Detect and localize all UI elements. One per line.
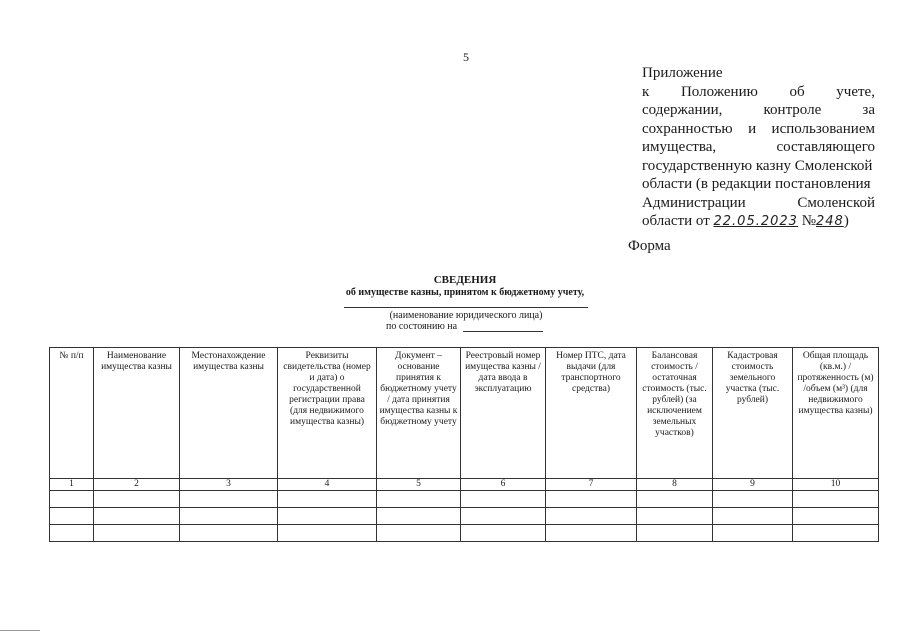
entity-caption: (наименование юридического лица) — [389, 310, 543, 321]
appendix-word: Администрации — [642, 194, 746, 211]
appendix-word: имущества, — [642, 139, 717, 155]
column-header: Общая площадь (кв.м.) / протяженность (м) /объем (м³) (для недвижимого имущества казны) — [793, 348, 879, 479]
column-header: Реквизиты свидетельства (номер и дата) о государственной регистрации права (для недвижимого имущества казны) — [278, 348, 377, 479]
column-header: Балансовая стоимость / остаточная стоимость (тыс. рублей) (за исключением земельных участков) — [637, 348, 713, 479]
appendix-line — [642, 194, 875, 213]
column-header: Местонахождение имущества казны — [180, 348, 278, 479]
form-label: Форма — [628, 238, 671, 254]
column-number: 10 — [793, 479, 879, 491]
appendix-word: к — [642, 83, 650, 100]
appendix-line: Приложение — [642, 65, 723, 81]
appendix-word: составляющего — [776, 139, 875, 155]
column-number: 4 — [278, 479, 377, 491]
registry-table — [49, 347, 879, 542]
column-header: Реестровый номер имущества казны / дата ввода в эксплуатацию — [461, 348, 546, 479]
appendix-word: и — [748, 120, 757, 137]
handwritten-date: 22.05.2023 — [713, 214, 798, 229]
appendix-line — [642, 120, 875, 139]
column-number: 6 — [461, 479, 546, 491]
as-of-label: по состоянию на — [386, 321, 458, 332]
appendix-word: за — [862, 102, 875, 118]
entity-name-blank — [344, 307, 588, 308]
column-number: 8 — [637, 479, 713, 491]
appendix-block — [642, 64, 875, 232]
appendix-signature-line — [642, 212, 875, 232]
column-number: 2 — [94, 479, 180, 491]
as-of-date — [386, 321, 543, 332]
page-number: 5 — [463, 50, 469, 64]
appendix-last-prefix: области от — [642, 213, 714, 229]
document-title: СВЕДЕНИЯ — [433, 274, 497, 286]
number-sign: № — [797, 213, 816, 229]
appendix-word: использованием — [771, 120, 875, 137]
appendix-word: Смоленской — [797, 194, 875, 211]
header-row — [50, 348, 879, 479]
column-header: Номер ПТС, дата выдачи (для транспортного средства) — [546, 348, 637, 479]
table-row — [50, 508, 879, 525]
column-number-row — [50, 479, 879, 491]
appendix-word: об — [789, 83, 805, 100]
appendix-word: учете, — [836, 83, 875, 100]
column-number: 5 — [377, 479, 461, 491]
table-row — [50, 525, 879, 542]
column-header: Документ – основание принятия к бюджетному учету / дата принятия имущества казны к бюджетному учету — [377, 348, 461, 479]
closing-paren: ) — [843, 213, 849, 229]
appendix-line — [642, 101, 875, 120]
column-number: 9 — [713, 479, 793, 491]
appendix-line: государственную казну Смоленской — [642, 157, 873, 174]
column-header: Кадастровая стоимость земельного участка (тыс. рублей) — [713, 348, 793, 479]
column-header: Наименование имущества казны — [94, 348, 180, 479]
appendix-line: области (в редакции постановления — [642, 176, 871, 192]
appendix-word: сохранностью — [642, 120, 733, 137]
column-number: 3 — [180, 479, 278, 491]
document-subtitle: об имуществе казны, принятом к бюджетному учету, — [345, 287, 585, 298]
scan-artifact — [0, 630, 40, 631]
appendix-word: содержании, — [642, 102, 723, 118]
appendix-line — [642, 138, 875, 157]
appendix-word: Положению — [680, 83, 758, 100]
handwritten-number: 248 — [816, 214, 844, 229]
column-number: 1 — [50, 479, 94, 491]
appendix-line — [642, 83, 875, 102]
appendix-word: контроле — [763, 102, 822, 118]
table-row — [50, 491, 879, 508]
column-number: 7 — [546, 479, 637, 491]
column-header: № п/п — [50, 348, 94, 479]
as-of-blank — [463, 322, 543, 332]
